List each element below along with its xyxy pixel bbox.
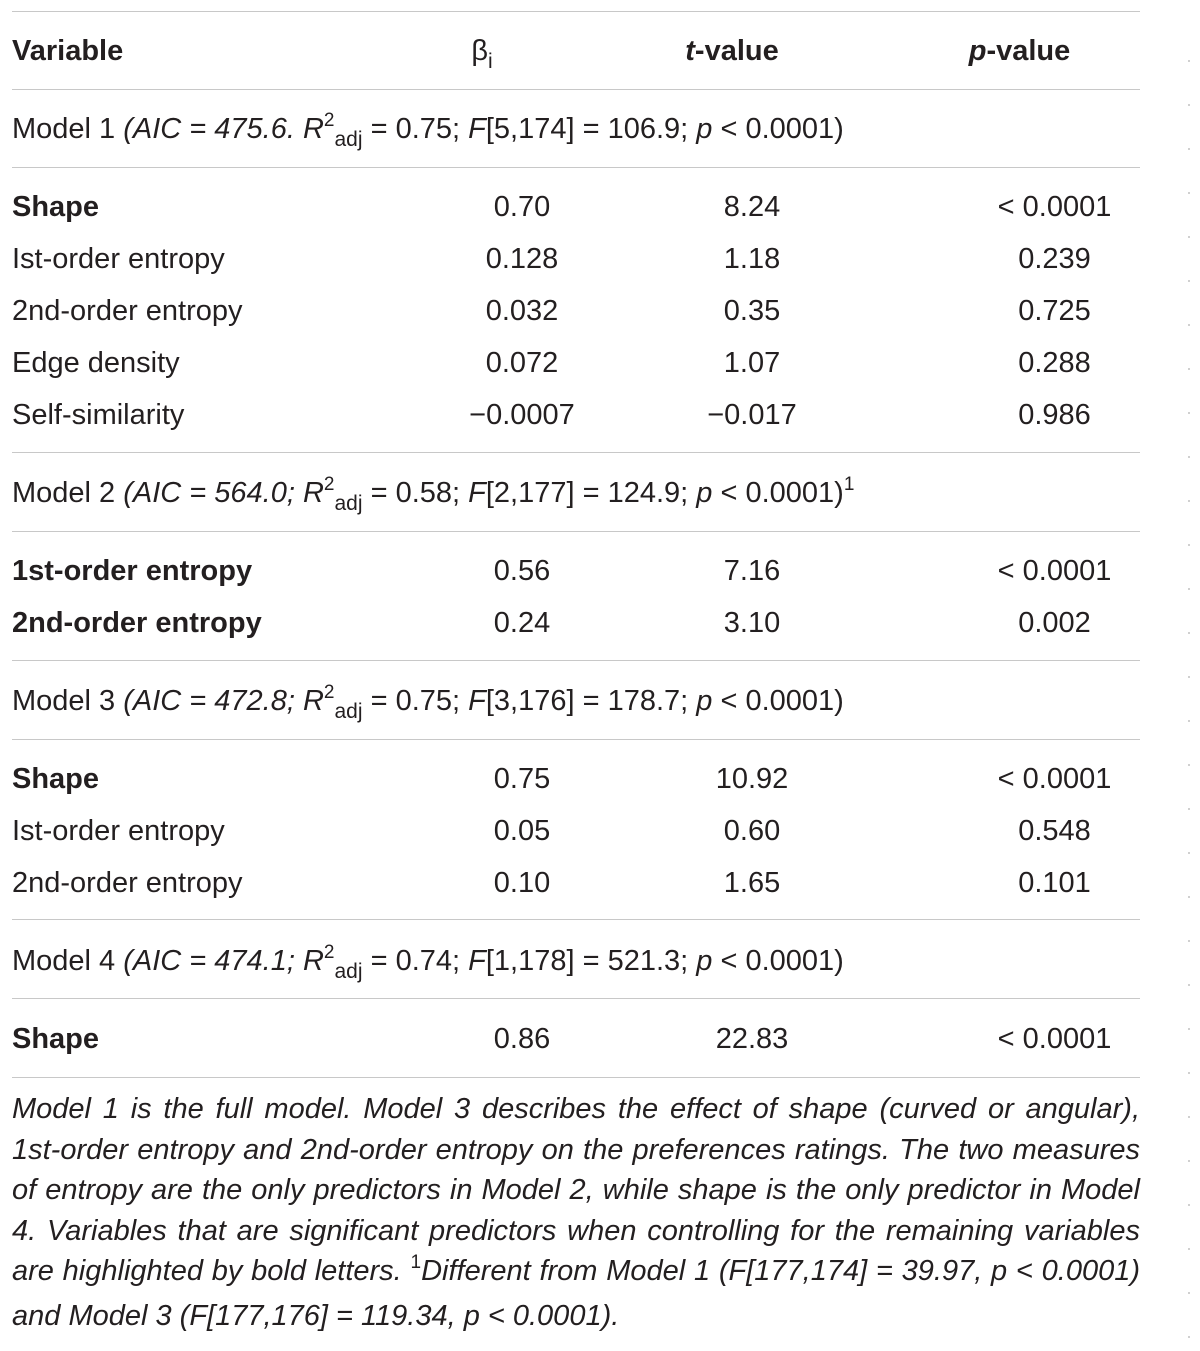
- variable-name: Edge density: [12, 347, 180, 379]
- model-1-title: Model 1 (AIC = 475.6. $R^2_{adj} = 0.75$; F[5,174] = 106.9; p < 0.0001): [12, 110, 844, 151]
- beta-value: 0.072: [485, 347, 559, 379]
- beta-value: 0.032: [485, 295, 559, 327]
- table-rule: [12, 89, 1140, 90]
- edge-dot: [1188, 1028, 1190, 1030]
- variable-name: Shape: [12, 191, 100, 223]
- p-value: 0.986: [1018, 399, 1091, 431]
- table-rule: [12, 167, 1140, 168]
- t-value: 7.16: [723, 555, 781, 587]
- beta-value: 0.75: [493, 763, 551, 795]
- model-4-title: Model 4 (AIC = 474.1; $R^2_{adj} = 0.74$; F[1,178] = 521.3; p < 0.0001): [12, 942, 844, 983]
- header-beta: $\beta_i$: [471, 35, 493, 73]
- t-value: 0.60: [723, 815, 781, 847]
- p-value: < 0.0001: [997, 1023, 1112, 1055]
- table-rule: [12, 919, 1140, 920]
- beta-value: 0.10: [493, 867, 551, 899]
- edge-dot: [1188, 1336, 1190, 1338]
- beta-value: 0.24: [493, 607, 551, 639]
- edge-dot: [1188, 60, 1190, 62]
- t-value: −0.017: [707, 399, 797, 431]
- table-rule: [12, 998, 1140, 999]
- edge-dot: [1188, 676, 1190, 678]
- t-value: 8.24: [723, 191, 781, 223]
- edge-dot: [1188, 192, 1190, 194]
- t-value: 22.83: [715, 1023, 789, 1055]
- variable-name: 2nd-order entropy: [12, 867, 243, 899]
- table-note: Model 1 is the full model. Model 3 describes the effect of shape (curved or angular), 1st-order entropy and 2nd-order entropy on the preferences ratings. The two measures of entropy are the only predictors in Model 2, while shape is the only predictor in Model 4. Variables that are significant predictors when controlling for the remaining variables are highlighted by bold letters. $^1$Different from Model 1 (F[177,174] = 39.97, p < 0.0001) and Model 3 (F[177,176] = 119.34, p < 0.0001).: [12, 1093, 1140, 1332]
- edge-dots: [1186, 0, 1192, 1351]
- variable-name: Ist-order entropy: [12, 815, 225, 847]
- table-rule: [12, 660, 1140, 661]
- p-value: 0.288: [1018, 347, 1091, 379]
- edge-dot: [1188, 236, 1190, 238]
- beta-value: 0.05: [493, 815, 551, 847]
- edge-dot: [1188, 412, 1190, 414]
- variable-name: Self-similarity: [12, 399, 185, 431]
- edge-dot: [1188, 764, 1190, 766]
- variable-name: Ist-order entropy: [12, 243, 225, 275]
- edge-dot: [1188, 104, 1190, 106]
- edge-dot: [1188, 720, 1190, 722]
- beta-value: 0.86: [493, 1023, 551, 1055]
- t-value: 0.35: [723, 295, 781, 327]
- edge-dot: [1188, 148, 1190, 150]
- edge-dot: [1188, 940, 1190, 942]
- edge-dot: [1188, 456, 1190, 458]
- edge-dot: [1188, 1204, 1190, 1206]
- p-value: < 0.0001: [997, 763, 1112, 795]
- p-value: < 0.0001: [997, 555, 1112, 587]
- edge-dot: [1188, 500, 1190, 502]
- variable-name: Shape: [12, 763, 100, 795]
- variable-name: Shape: [12, 1023, 100, 1055]
- p-value: 0.101: [1018, 867, 1091, 899]
- t-value: 10.92: [715, 763, 789, 795]
- edge-dot: [1188, 896, 1190, 898]
- t-value: 1.18: [723, 243, 781, 275]
- edge-dot: [1188, 368, 1190, 370]
- p-value: < 0.0001: [997, 191, 1112, 223]
- variable-name: 1st-order entropy: [12, 555, 253, 587]
- p-value: 0.239: [1018, 243, 1091, 275]
- edge-dot: [1188, 1292, 1190, 1294]
- table-rule: [12, 1077, 1140, 1078]
- beta-value: −0.0007: [469, 399, 575, 431]
- edge-dot: [1188, 544, 1190, 546]
- table-rule: [12, 531, 1140, 532]
- edge-dot: [1188, 1072, 1190, 1074]
- edge-dot: [1188, 1116, 1190, 1118]
- beta-value: 0.128: [485, 243, 559, 275]
- table-rule: [12, 739, 1140, 740]
- edge-dot: [1188, 852, 1190, 854]
- variable-name: 2nd-order entropy: [12, 607, 262, 639]
- header-t-value: t-value: [685, 35, 779, 67]
- p-value: 0.002: [1018, 607, 1091, 639]
- edge-dot: [1188, 1248, 1190, 1250]
- p-value: 0.725: [1018, 295, 1091, 327]
- variable-name: 2nd-order entropy: [12, 295, 243, 327]
- edge-dot: [1188, 324, 1190, 326]
- beta-value: 0.56: [493, 555, 551, 587]
- t-value: 1.07: [723, 347, 781, 379]
- t-value: 1.65: [723, 867, 781, 899]
- model-3-title: Model 3 (AIC = 472.8; $R^2_{adj} = 0.75$; F[3,176] = 178.7; p < 0.0001): [12, 682, 844, 723]
- edge-dot: [1188, 984, 1190, 986]
- beta-value: 0.70: [493, 191, 551, 223]
- top-rule: [12, 11, 1140, 12]
- edge-dot: [1188, 1160, 1190, 1162]
- edge-dot: [1188, 588, 1190, 590]
- edge-dot: [1188, 280, 1190, 282]
- t-value: 3.10: [723, 607, 781, 639]
- table-rule: [12, 452, 1140, 453]
- header-variable: Variable: [12, 35, 124, 67]
- p-value: 0.548: [1018, 815, 1091, 847]
- header-p-value: p-value: [968, 35, 1071, 67]
- model-2-title: Model 2 (AIC = 564.0; $R^2_{adj} = 0.58$; F[2,177] = 124.9; p < 0.0001)$^1$: [12, 474, 855, 515]
- edge-dot: [1188, 808, 1190, 810]
- edge-dot: [1188, 632, 1190, 634]
